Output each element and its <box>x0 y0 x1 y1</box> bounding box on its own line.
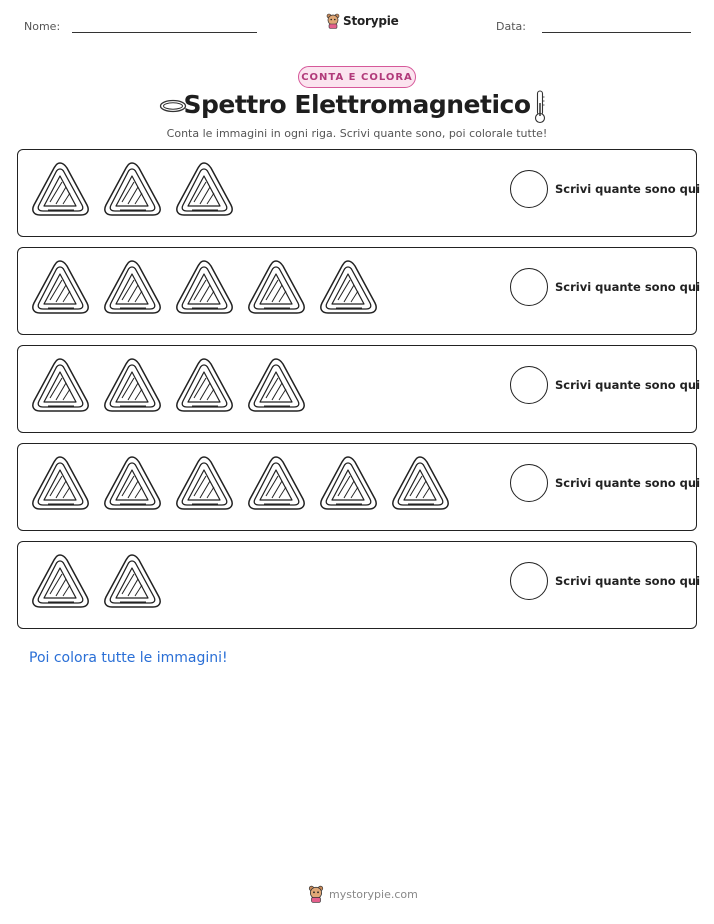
bear-icon <box>308 885 324 903</box>
answer-circle[interactable] <box>510 366 548 404</box>
row-icons <box>30 454 451 514</box>
triangle-prism-icon[interactable] <box>102 356 163 416</box>
answer-circle[interactable] <box>510 268 548 306</box>
answer-circle[interactable] <box>510 464 548 502</box>
triangle-prism-icon[interactable] <box>390 454 451 514</box>
answer-label: Scrivi quante sono qui <box>555 574 701 588</box>
row-icons <box>30 160 235 220</box>
answer-circle[interactable] <box>510 562 548 600</box>
answer-label: Scrivi quante sono qui <box>555 476 701 490</box>
triangle-prism-icon[interactable] <box>30 258 91 318</box>
triangle-prism-icon[interactable] <box>174 258 235 318</box>
triangle-prism-icon[interactable] <box>102 258 163 318</box>
triangle-prism-icon[interactable] <box>30 454 91 514</box>
bear-icon <box>326 13 340 29</box>
date-line[interactable] <box>542 32 691 33</box>
name-label: Nome: <box>24 20 61 33</box>
answer-label: Scrivi quante sono qui <box>555 182 701 196</box>
answer-label: Scrivi quante sono qui <box>555 280 701 294</box>
site-footer <box>308 885 418 903</box>
triangle-prism-icon[interactable] <box>102 160 163 220</box>
footer-note: Poi colora tutte le immagini! <box>29 650 228 666</box>
triangle-prism-icon[interactable] <box>246 258 307 318</box>
triangle-prism-icon[interactable] <box>174 160 235 220</box>
name-line[interactable] <box>72 32 257 33</box>
answer-circle[interactable] <box>510 170 548 208</box>
triangle-prism-icon[interactable] <box>30 356 91 416</box>
activity-badge: CONTA E COLORA <box>298 66 416 88</box>
counting-row <box>17 345 701 433</box>
row-icons <box>30 552 163 612</box>
triangle-prism-icon[interactable] <box>174 356 235 416</box>
counting-row <box>17 443 701 531</box>
triangle-prism-icon[interactable] <box>102 454 163 514</box>
triangle-prism-icon[interactable] <box>30 160 91 220</box>
counting-row <box>17 541 701 629</box>
brand-name: Storypie <box>343 14 399 28</box>
site-url: mystorypie.com <box>329 887 418 901</box>
storypie-logo <box>326 13 399 29</box>
triangle-prism-icon[interactable] <box>30 552 91 612</box>
thermometer-icon <box>533 89 547 125</box>
instructions: Conta le immagini in ogni riga. Scrivi quante sono, poi colorale tutte! <box>166 127 548 140</box>
row-icons <box>30 356 307 416</box>
page-title: Spettro Elettromagnetico <box>183 90 531 119</box>
triangle-prism-icon[interactable] <box>102 552 163 612</box>
triangle-prism-icon[interactable] <box>318 454 379 514</box>
counting-row <box>17 247 701 335</box>
row-icons <box>30 258 379 318</box>
date-label: Data: <box>496 20 526 33</box>
triangle-prism-icon[interactable] <box>246 356 307 416</box>
answer-label: Scrivi quante sono qui <box>555 378 701 392</box>
triangle-prism-icon[interactable] <box>174 454 235 514</box>
triangle-prism-icon[interactable] <box>246 454 307 514</box>
triangle-prism-icon[interactable] <box>318 258 379 318</box>
counting-row <box>17 149 701 237</box>
